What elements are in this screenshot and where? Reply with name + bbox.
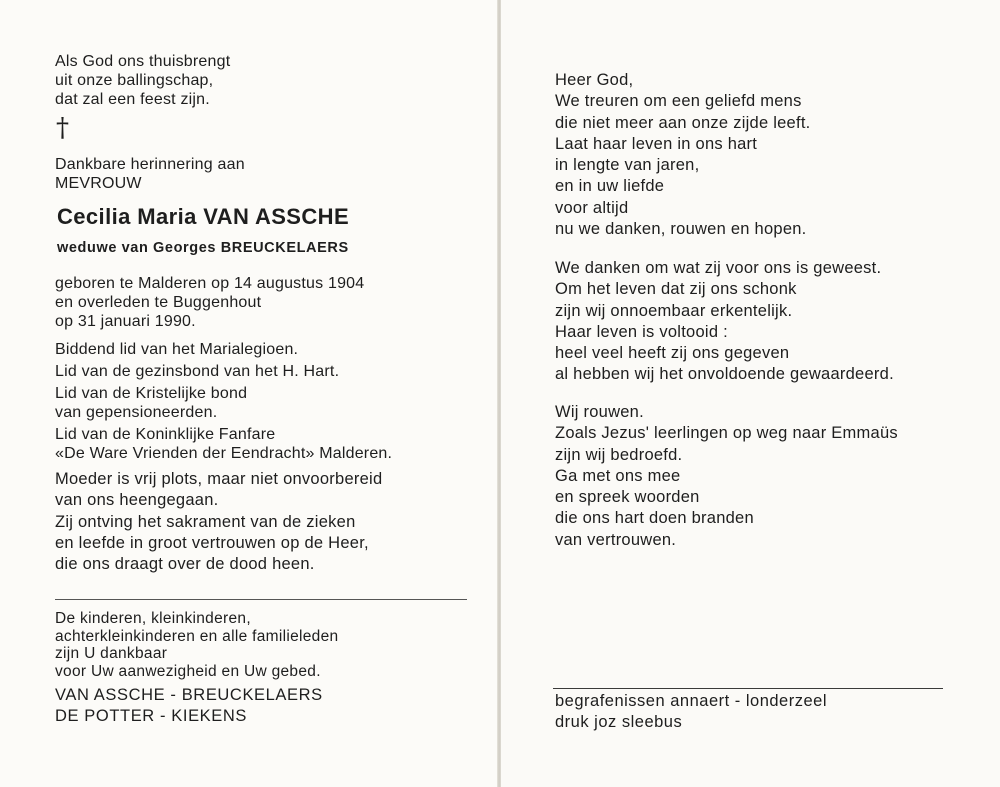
prayer-line: voor altijd <box>555 198 629 217</box>
thanks-line: voor Uw aanwezigheid en Uw gebed. <box>55 662 321 680</box>
memberships <box>55 340 392 463</box>
prayer-line: zijn wij bedroefd. <box>555 445 683 464</box>
membership-line: «De Ware Vrienden der Eendracht» Malderen. <box>55 445 393 462</box>
prayer-line: Ga met ons mee <box>555 466 681 485</box>
membership-line: Lid van de gezinsbond van het H. Hart. <box>55 363 340 380</box>
family-line: VAN ASSCHE - BREUCKELAERS <box>55 686 323 704</box>
prayer-line: Om het leven dat zij ons schonk <box>555 280 797 299</box>
prayer-line: Laat haar leven in ons hart <box>555 134 758 153</box>
prayer-line: die ons hart doen branden <box>555 509 754 528</box>
prayer-line: nu we danken, rouwen en hopen. <box>555 220 807 239</box>
imprint-line: druk joz sleebus <box>555 713 683 732</box>
date-line: en overleden te Buggenhout <box>55 294 262 311</box>
prayer-line: die niet meer aan onze zijde leeft. <box>555 113 811 132</box>
date-line: op 31 januari 1990. <box>55 313 196 330</box>
passing-line: Zij ontving het sakrament van de zieken <box>55 512 356 531</box>
prayer-line: en spreek woorden <box>555 488 700 507</box>
prayer-line: Heer God, <box>555 71 634 89</box>
prayer-line: We danken om wat zij voor ons is geweest. <box>555 259 882 277</box>
imprint-line: begrafenissen annaert - londerzeel <box>555 692 828 710</box>
prayer-line: in lengte van jaren, <box>555 156 700 175</box>
intro-line: MEVROUW <box>55 175 142 192</box>
thanks-text <box>55 610 338 680</box>
cross-icon: † <box>56 113 69 143</box>
thanks-line: zijn U dankbaar <box>55 645 168 662</box>
membership-line: Biddend lid van het Marialegioen. <box>55 341 299 358</box>
prayer-line: en in uw liefde <box>555 177 665 196</box>
passing-text <box>55 469 382 575</box>
divider <box>55 599 467 600</box>
thanks-line: De kinderen, kleinkinderen, <box>55 610 251 627</box>
prayer-line: zijn wij onnoembaar erkentelijk. <box>555 301 793 320</box>
thanks-line: achterkleinkinderen en alle familieleden <box>55 627 339 645</box>
prayer-line: Haar leven is voltooid : <box>555 322 728 341</box>
prayer-line: van vertrouwen. <box>555 530 677 549</box>
membership-line: Lid van de Koninklijke Fanfare <box>55 426 276 443</box>
verse-line: dat zal een feest zijn. <box>55 91 210 108</box>
prayer-line: Wij rouwen. <box>555 403 644 421</box>
intro <box>55 155 245 193</box>
prayer-line: We treuren om een geliefd mens <box>555 92 802 111</box>
verse-line: Als God ons thuisbrengt <box>55 53 231 70</box>
verse-line: uit onze ballingschap, <box>55 72 214 89</box>
prayer-line: heel veel heeft zij ons gegeven <box>555 344 790 363</box>
imprint-divider <box>553 688 943 689</box>
printer-imprint <box>555 691 827 734</box>
membership-line: Lid van de Kristelijke bond <box>55 385 248 402</box>
prayer-stanza-2 <box>555 258 894 386</box>
life-dates <box>55 274 364 331</box>
opening-verse <box>55 52 230 109</box>
widow-line: weduwe van Georges BREUCKELAERS <box>57 240 349 256</box>
left-panel <box>0 0 498 787</box>
membership-line: van gepensioneerden. <box>55 404 218 421</box>
date-line: geboren te Malderen op 14 augustus 1904 <box>55 275 365 292</box>
deceased-name: Cecilia Maria VAN ASSCHE <box>57 204 350 229</box>
passing-line: Moeder is vrij plots, maar niet onvoorbereid <box>55 470 383 488</box>
intro-line: Dankbare herinnering aan <box>55 156 245 173</box>
prayer-stanza-3 <box>555 402 898 551</box>
passing-line: en leefde in groot vertrouwen op de Heer, <box>55 533 369 552</box>
passing-line: van ons heengegaan. <box>55 491 219 510</box>
family-line: DE POTTER - KIEKENS <box>55 707 248 726</box>
family-names <box>55 685 323 728</box>
prayer-stanza-1 <box>555 70 811 240</box>
prayer-line: Zoals Jezus' leerlingen op weg naar Emmaüs <box>555 424 898 443</box>
prayer-line: al hebben wij het onvoldoende gewaardeerd. <box>555 365 894 384</box>
passing-line: die ons draagt over de dood heen. <box>55 555 315 574</box>
